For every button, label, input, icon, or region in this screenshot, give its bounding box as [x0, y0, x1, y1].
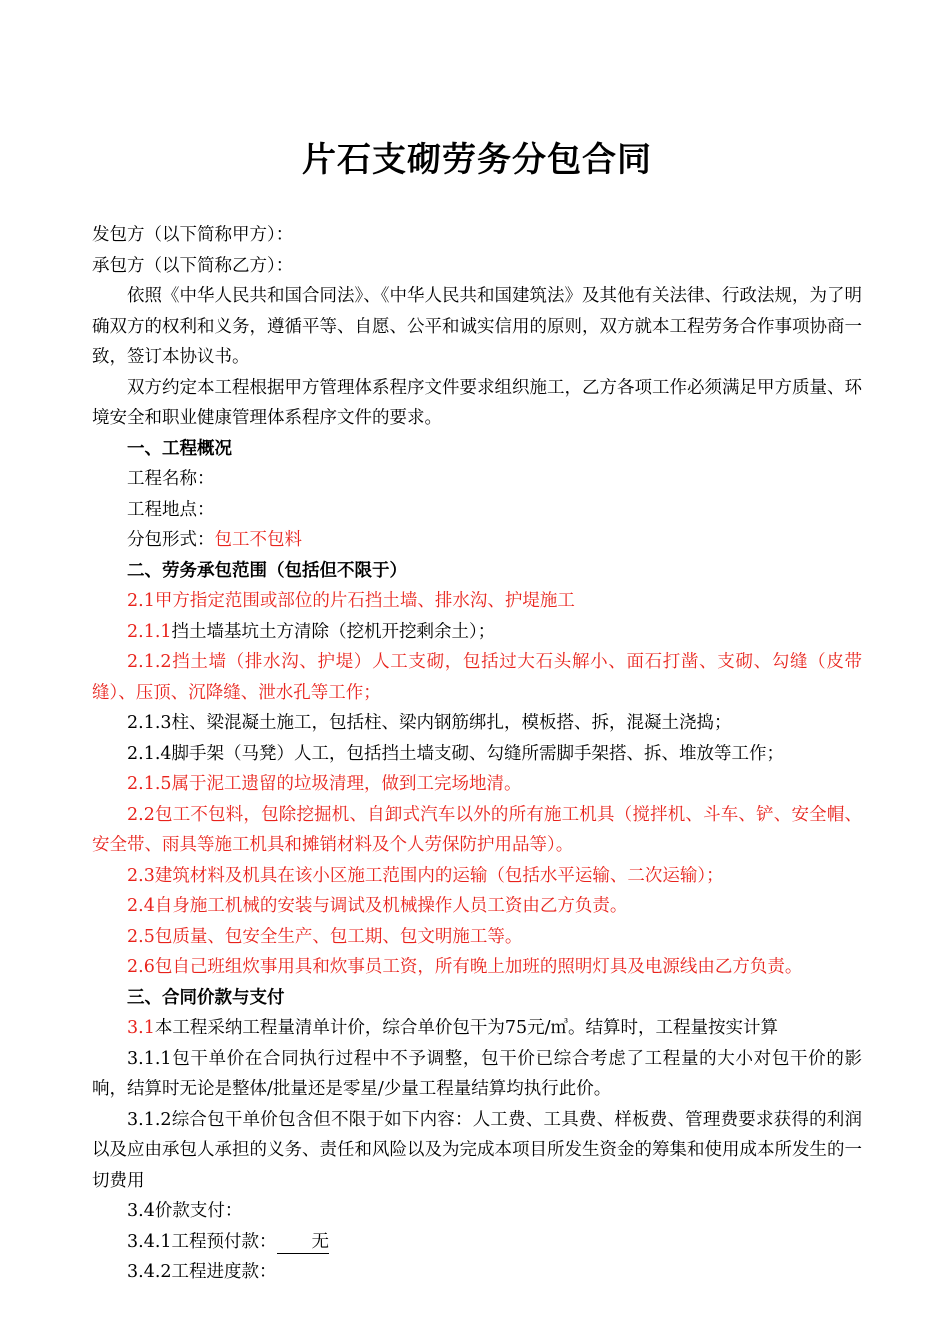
subcontract-form-value: 包工不包料 [214, 530, 302, 550]
clause-2-1-1 [92, 617, 862, 648]
clause-3-4: 3.4价款支付： [127, 1201, 243, 1221]
employer-line: 发包方（以下简称甲方）： [92, 225, 294, 245]
clause-3-1-text: 本工程采纳工程量清单计价，综合单价包干为75元/㎥。结算时，工程量按实计算 [154, 1018, 779, 1038]
project-location-line: 工程地点： [127, 499, 215, 520]
clause-2-4: 2.4自身施工机械的安装与调试及机械操作人员工资由乙方负责。 [127, 896, 628, 916]
clause-2-6: 2.6包自己班组炊事用具和炊事员工资，所有晚上加班的照明灯具及电源线由乙方负责。 [127, 957, 803, 977]
clause-3-1-2: 3.1.2综合包干单价包含但不限于如下内容：人工费、工具费、样板费、管理费要求获得的利润以及应由承包人承担的义务、责任和风险以及为完成本项目所发生资金的筹集和使用成本所发生的一切费用 [92, 1109, 862, 1191]
clause-3-4-1 [92, 1227, 862, 1258]
clause-2-1-2: 2.1.2挡土墙（排水沟、护堤）人工支砌，包括过大石头解小、面石打凿、支砌、勾缝（皮带缝）、压顶、沉降缝、泄水孔等工作； [92, 652, 862, 703]
clause-2-1-1-text: 挡土墙基坑土方清除（挖机开挖剩余土）； [171, 621, 496, 642]
clause-3-1-1: 3.1.1包干单价在合同执行过程中不予调整，包干价已综合考虑了工程量的大小对包干价的影响，结算时无论是整体/批量还是零星/少量工程量结算均执行此价。 [92, 1048, 862, 1099]
subcontract-form-label: 分包形式： [127, 530, 215, 550]
clause-3-4-2: 3.4.2工程进度款： [127, 1262, 277, 1282]
clause-3-1 [92, 1013, 862, 1044]
clause-3-4-1-label: 3.4.1工程预付款： [127, 1231, 277, 1252]
clause-2-3: 2.3建筑材料及机具在该小区施工范围内的运输（包括水平运输、二次运输）； [127, 865, 724, 886]
section1-heading: 一、工程概况 [127, 438, 232, 459]
contract-body [92, 220, 862, 1288]
clause-2-1: 2.1甲方指定范围或部位的片石挡土墙、排水沟、护堤施工 [127, 591, 575, 611]
section3-heading: 三、合同价款与支付 [127, 987, 285, 1008]
clause-2-5: 2.5包质量、包安全生产、包工期、包文明施工等。 [127, 926, 523, 947]
clause-2-1-4: 2.1.4脚手架（马凳）人工，包括挡土墙支砌、勾缝所需脚手架搭、拆、堆放等工作； [127, 743, 785, 764]
clause-2-1-1-number: 2.1.1 [127, 621, 172, 642]
clause-3-1-number: 3.1 [127, 1018, 155, 1038]
project-name-line: 工程名称： [127, 469, 215, 489]
clause-2-1-5: 2.1.5属于泥工遗留的垃圾清理，做到工完场地清。 [127, 774, 522, 794]
contractor-line: 承包方（以下简称乙方）： [92, 255, 294, 276]
page-title: 片石支砌劳务分包合同 [302, 140, 652, 180]
clause-2-1-3: 2.1.3柱、梁混凝土施工，包括柱、梁内钢筋绑扎，模板搭、拆，混凝土浇捣； [127, 713, 732, 733]
section2-heading: 二、劳务承包范围（包括但不限于） [127, 560, 407, 581]
subcontract-form-line [92, 525, 862, 556]
intro-paragraph-1: 依照《中华人民共和国合同法》、《中华人民共和国建筑法》及其他有关法律、行政法规，为了明确双方的权利和义务，遵循平等、自愿、公平和诚实信用的原则，双方就本工程劳务合作事项协商一致，签订本协议书。 [92, 286, 862, 367]
clause-2-2: 2.2包工不包料，包除挖掘机、自卸式汽车以外的所有施工机具（搅拌机、斗车、铲、安全帽、安全带、雨具等施工机具和摊销材料及个人劳保防护用品等）。 [92, 804, 862, 855]
intro-paragraph-2: 双方约定本工程根据甲方管理体系程序文件要求组织施工，乙方各项工作必须满足甲方质量、环境安全和职业健康管理体系程序文件的要求。 [92, 377, 862, 428]
advance-payment-value: 无 [277, 1231, 330, 1254]
